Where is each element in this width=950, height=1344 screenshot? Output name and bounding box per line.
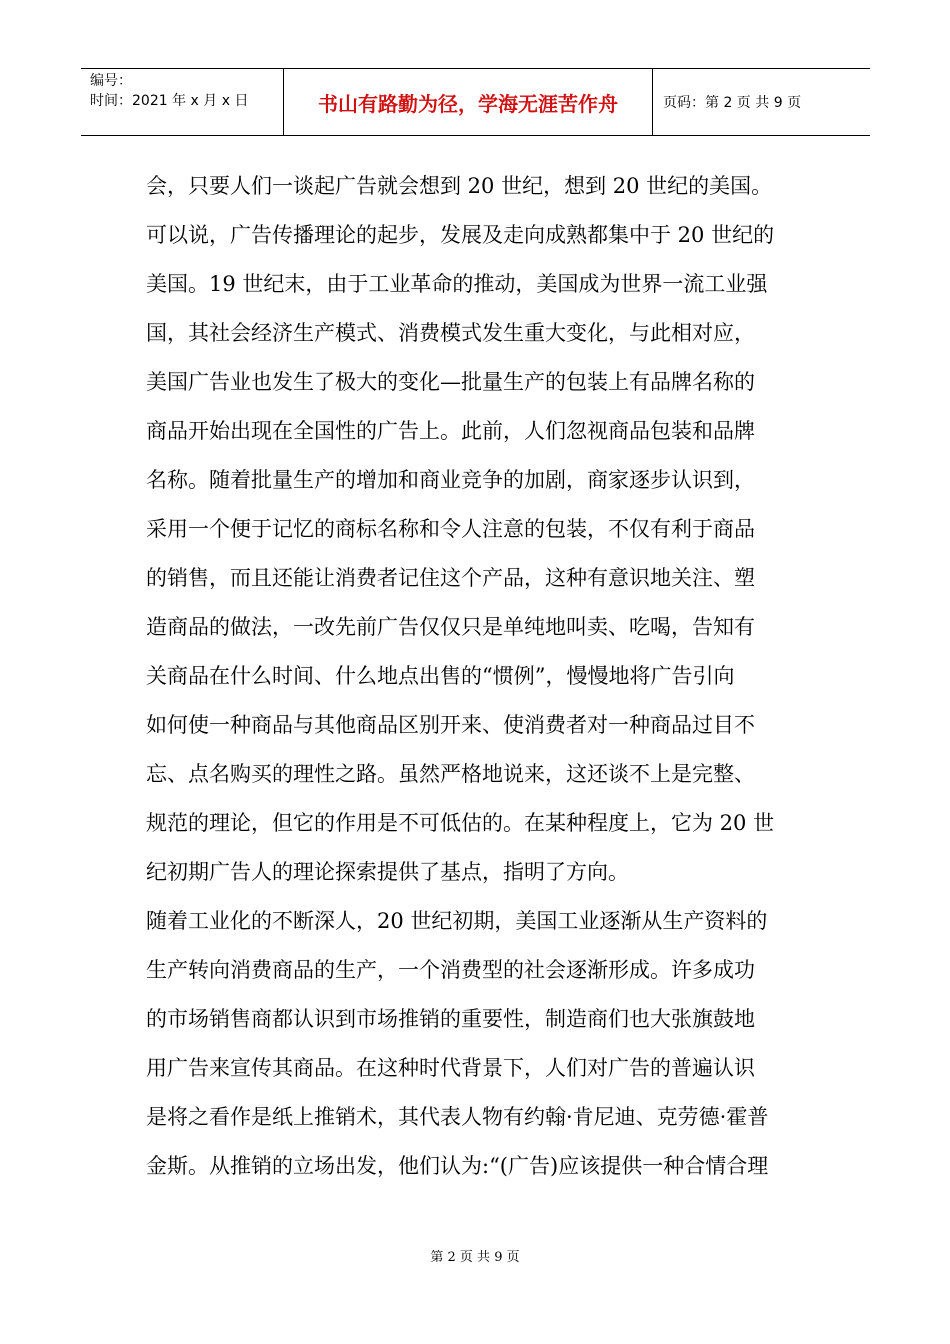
text-line: 规范的理论，但它的作用是不可低估的。在某种程度上，它为 20 世 bbox=[146, 811, 775, 835]
text-line: 美国。19 世纪末，由于工业革命的推动，美国成为世界一流工业强 bbox=[146, 272, 768, 296]
document-date-label: 时间：2021 年 x 月 x 日 bbox=[90, 93, 249, 109]
text-line: 忘、点名购买的理性之路。虽然严格地说来，这还谈不上是完整、 bbox=[146, 762, 755, 786]
text-line: 可以说，广告传播理论的起步，发展及走向成熟都集中于 20 世纪的 bbox=[146, 223, 775, 247]
text-line: 是将之看作是纸上推销术，其代表人物有约翰·肯尼迪、克劳德·霍普 bbox=[146, 1105, 769, 1129]
text-line: 纪初期广告人的理论探索提供了基点，指明了方向。 bbox=[146, 860, 629, 884]
text-line: 美国广告业也发生了极大的变化—批量生产的包装上有品牌名称的 bbox=[146, 370, 755, 394]
document-body bbox=[146, 162, 810, 1191]
text-line: 关商品在什么时间、什么地点出售的“惯例”，慢慢地将广告引向 bbox=[146, 664, 735, 688]
header-motto: 书山有路勤为径，学海无涯苦作舟 bbox=[283, 69, 653, 135]
text-line: 如何使一种商品与其他商品区别开来、使消费者对一种商品过目不 bbox=[146, 713, 755, 737]
text-line: 用广告来宣传其商品。在这种时代背景下，人们对广告的普遍认识 bbox=[146, 1056, 755, 1080]
text-line: 商品开始出现在全国性的广告上。此前，人们忽视商品包装和品牌 bbox=[146, 419, 755, 443]
text-line: 造商品的做法，一改先前广告仅仅只是单纯地叫卖、吃喝，告知有 bbox=[146, 615, 755, 639]
page-footer: 第 2 页 共 9 页 bbox=[430, 1250, 520, 1265]
document-number-label: 编号： bbox=[90, 73, 132, 89]
header-page-info: 页码：第 2 页 共 9 页 bbox=[663, 95, 802, 111]
text-line: 随着工业化的不断深人，20 世纪初期，美国工业逐渐从生产资料的 bbox=[146, 909, 768, 933]
text-line: 生产转向消费商品的生产，一个消费型的社会逐渐形成。许多成功 bbox=[146, 958, 755, 982]
text-line: 金斯。从推销的立场出发，他们认为:“(广告)应该提供一种合情合理 bbox=[146, 1154, 769, 1178]
text-line: 采用一个便于记忆的商标名称和令人注意的包装，不仅有利于商品 bbox=[146, 517, 755, 541]
text-line: 会，只要人们一谈起广告就会想到 20 世纪，想到 20 世纪的美国。 bbox=[146, 174, 773, 198]
document-header bbox=[81, 68, 870, 136]
text-line: 国，其社会经济生产模式、消费模式发生重大变化，与此相对应， bbox=[146, 321, 755, 345]
paragraph-2 bbox=[146, 897, 810, 1191]
header-meta bbox=[81, 69, 283, 135]
text-line: 的销售，而且还能让消费者记住这个产品，这种有意识地关注、塑 bbox=[146, 566, 755, 590]
text-line: 的市场销售商都认识到市场推销的重要性，制造商们也大张旗鼓地 bbox=[146, 1007, 755, 1031]
text-line: 名称。随着批量生产的增加和商业竞争的加剧，商家逐步认识到， bbox=[146, 468, 755, 492]
paragraph-1 bbox=[146, 162, 810, 897]
